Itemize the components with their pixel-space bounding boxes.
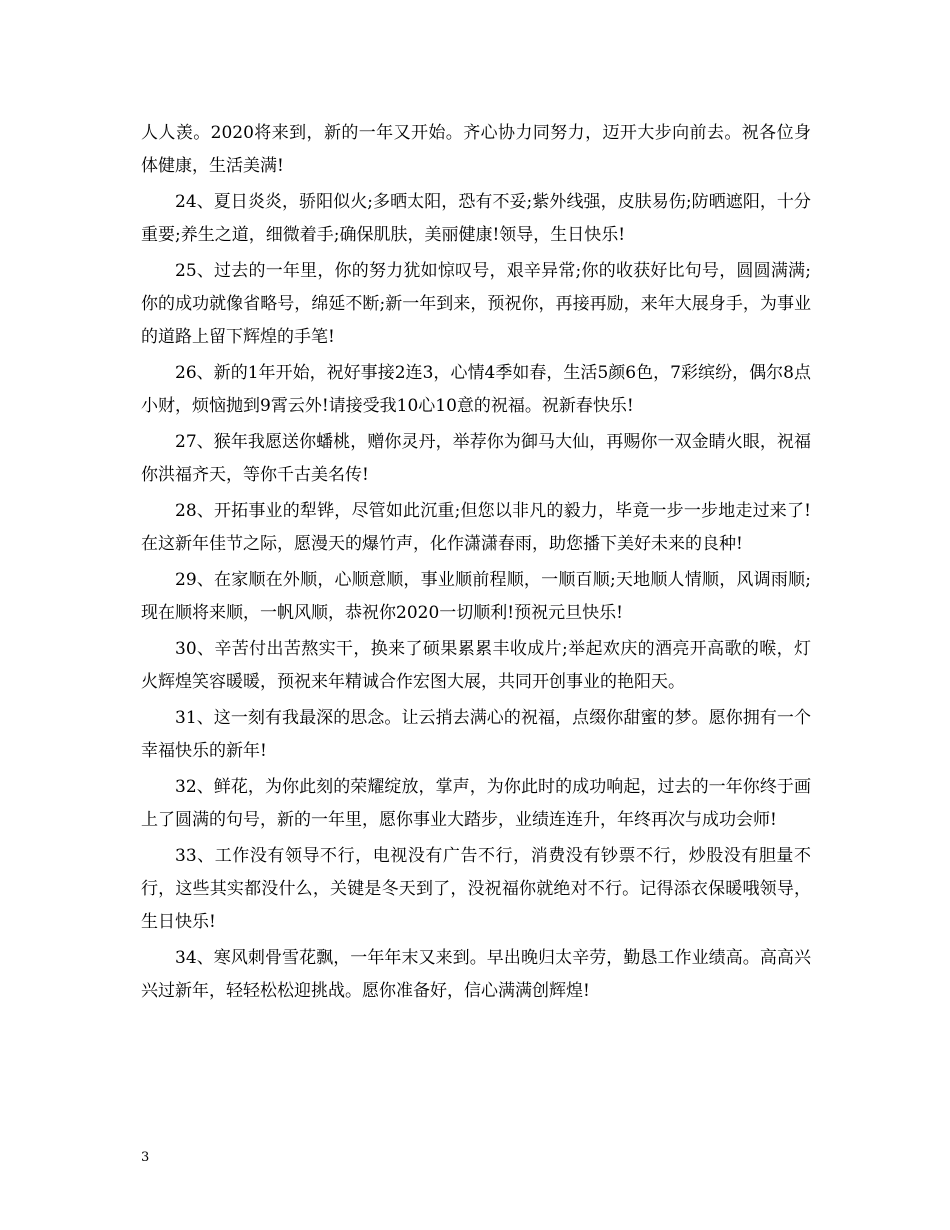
document-body [141,117,811,1011]
paragraph-28: 28、开拓事业的犁铧，尽管如此沉重;但您以非凡的毅力，毕竟一步一步地走过来了!在这新年佳节之际，愿漫天的爆竹声，化作潇潇春雨，助您播下美好未来的良种! [141,501,811,554]
paragraph-34: 34、寒风刺骨雪花飘，一年年末又来到。早出晚归太辛劳，勤恳工作业绩高。高高兴兴过新年，轻轻松松迎挑战。愿你准备好，信心满满创辉煌! [141,948,811,1001]
paragraph-31: 31、这一刻有我最深的思念。让云捎去满心的祝福，点缀你甜蜜的梦。愿你拥有一个幸福快乐的新年! [141,708,811,761]
paragraph-27: 27、猴年我愿送你蟠桃，赠你灵丹，举荐你为御马大仙，再赐你一双金睛火眼，祝福你洪福齐天，等你千古美名传! [141,432,811,485]
page-number: 3 [141,1150,150,1165]
paragraph-32: 32、鲜花，为你此刻的荣耀绽放，掌声，为你此时的成功响起，过去的一年你终于画上了圆满的句号，新的一年里，愿你事业大踏步，业绩连连升，年终再次与成功会师! [141,777,811,830]
paragraph-24: 24、夏日炎炎，骄阳似火;多晒太阳，恐有不妥;紫外线强，皮肤易伤;防晒遮阳，十分重要;养生之道，细微着手;确保肌肤，美丽健康!领导，生日快乐! [141,192,811,245]
paragraph-continuation: 人人羡。2020将来到，新的一年又开始。齐心协力同努力，迈开大步向前去。祝各位身体健康，生活美满! [141,123,811,176]
paragraph-29: 29、在家顺在外顺，心顺意顺，事业顺前程顺，一顺百顺;天地顺人情顺，风调雨顺;现在顺将来顺，一帆风顺，恭祝你2020一切顺利!预祝元旦快乐! [141,570,811,623]
paragraph-26: 26、新的1年开始，祝好事接2连3，心情4季如春，生活5颜6色，7彩缤纷，偶尔8点小财，烦恼抛到9霄云外!请接受我10心10意的祝福。祝新春快乐! [141,363,811,416]
paragraph-30: 30、辛苦付出苦熬实干，换来了硕果累累丰收成片;举起欢庆的酒亮开高歌的喉，灯火辉煌笑容暖暖，预祝来年精诚合作宏图大展，共同开创事业的艳阳天。 [141,639,811,692]
paragraph-25: 25、过去的一年里，你的努力犹如惊叹号，艰辛异常;你的收获好比句号，圆圆满满;你的成功就像省略号，绵延不断;新一年到来，预祝你，再接再励，来年大展身手，为事业的道路上留下辉煌的手笔! [141,261,811,347]
paragraph-33: 33、工作没有领导不行，电视没有广告不行，消费没有钞票不行，炒股没有胆量不行，这些其实都没什么，关键是冬天到了，没祝福你就绝对不行。记得添衣保暖哦领导，生日快乐! [141,846,811,932]
